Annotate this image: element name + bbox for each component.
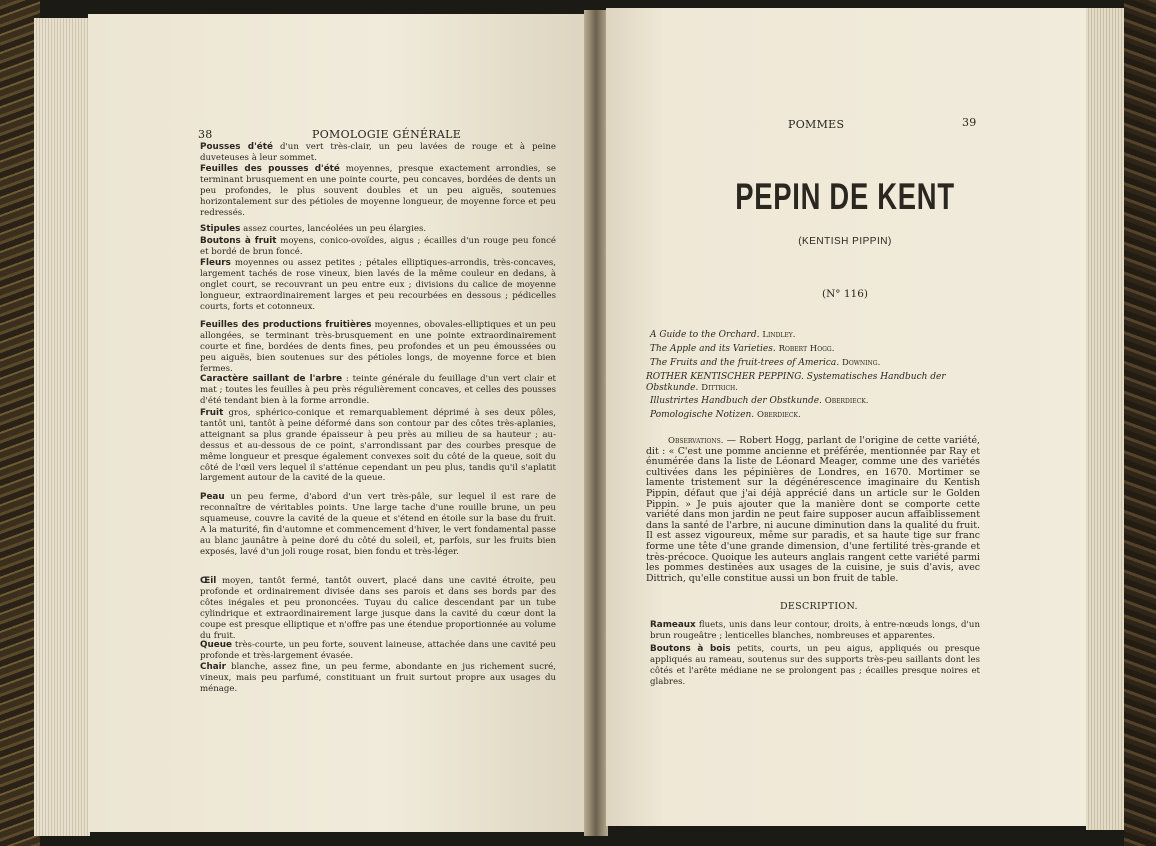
page-edges-right [1086, 8, 1126, 830]
description-heading: DESCRIPTION. [780, 601, 858, 612]
paragraph-oeil: Œil moyen, tantôt fermé, tantôt ouvert, placé dans une cavité étroite, peu profonde et ordinairement divisée dans ses parois et dans ses bords par des côtes inégales et peu prononcées. Tuyau du calice descendant par un tube cylindrique et extraordinairement large jusque dans la cavité du cœur dont la coupe est presque elliptique et n'offre pas une étendue proportionnée au volume du fruit. [200, 576, 556, 641]
paragraph-pousses: Pousses d'été d'un vert très-clair, un peu lavées de rouge et à peine duveteuses à leur sommet. [200, 142, 556, 163]
paragraph-queue: Queue très-courte, un peu forte, souvent laineuse, attachée dans une cavité peu profonde et très-largement évasée. [200, 640, 556, 661]
left-page-number: 38 [198, 128, 213, 141]
reference-item: ROTHER KENTISCHER PEPPING. Systematisches Handbuch der Obstkunde. Dittrich. [646, 372, 946, 393]
reference-item: The Fruits and the fruit-trees of America. Downing. [650, 358, 881, 368]
paragraph-stipules: Stipules assez courtes, lancéolées un peu élargies. [200, 224, 427, 234]
paragraph-feuilles-productions: Feuilles des productions fruitières moyennes, obovales-elliptiques et un peu allongées, se terminant très-brusquement en une pointe extraordinairement courte et fine, bordées de dents fines, peu profondes et un peu émoussées ou peu aiguës, bien soutenues sur des pétioles longs, de moyenne force et bien fermes. [200, 320, 556, 374]
paragraph-peau: Peau un peu ferme, d'abord d'un vert très-pâle, sur lequel il est rare de reconnaître de véritables points. Une large tache d'une rouille brune, un peu squameuse, couvre la cavité de la queue et s'étend en étoile sur la base du fruit. A la maturité, fin d'automne et commencement d'hiver, le vert fondamental passe au blanc jaunâtre à peine doré du côté du soleil, et, parfois, sur les fruits bien exposés, lavé d'un joli rouge rosat, bien fondu et très-léger. [200, 492, 556, 557]
variety-title: PEPIN DE KENT [735, 176, 955, 217]
reference-item: A Guide to the Orchard. Lindley. [650, 330, 796, 340]
variety-subtitle: (KENTISH PIPPIN) [798, 236, 892, 247]
book-cover-right [1124, 0, 1156, 846]
paragraph-boutons-fruit: Boutons à fruit moyens, conico-ovoïdes, aigus ; écailles d'un rouge peu foncé et bordé de brun foncé. [200, 236, 557, 257]
observations-paragraph: Observations. — Robert Hogg, parlant de l'origine de cette variété, dit : « C'est une pomme ancienne et préférée, mentionnée par Ray et énumérée dans la liste de Léonard Meager, comme une des variétés cultivées dans les pépinières de Londres, en 1670. Mortimer se lamente tristement sur la dégénérescence imaginaire du Kentish Pippin, défaut que j'ai déjà apprécié dans un article sur le Golden Pippin. » Je puis ajouter que la manière dont se comporte cette variété dans mon jardin ne peut faire supposer aucun affaiblissement dans la santé de l'arbre, ni aucune diminution dans la qualité du fruit. Il est assez vigoureux, même sur paradis, et sa haute tige sur franc forme une tête d'une grande dimension, d'une fertilité très-grande et très-précoce. Quoique les auteurs anglais rangent cette variété parmi les pommes destinées aux usages de la cuisine, je suis d'avis, avec Dittrich, qu'elle constitue aussi un bon fruit de table. [646, 435, 980, 584]
paragraph-fruit: Fruit gros, sphérico-conique et remarquablement déprimé à ses deux pôles, tantôt uni, tantôt à peine déformé dans son contour par des côtes très-aplanies, atteignant sa plus grande épaisseur à peu près au milieu de sa hauteur ; au-dessus et au-dessous de ce point, s'arrondissant par des courbes presque de même longueur et presque également convexes soit du côté de la queue, soit du côté de l'œil vers lequel il s'atténue cependant un peu plus, tandis qu'il s'aplatit largement autour de la cavité de la queue. [200, 408, 556, 484]
book-gutter [584, 10, 608, 836]
right-running-head: POMMES [788, 118, 845, 131]
variety-number: (N° 116) [821, 288, 868, 300]
paragraph-rameaux: Rameaux fluets, unis dans leur contour, droits, à entre-nœuds longs, d'un brun rougeâtre ; lenticelles blanches, nombreuses et apparentes. [650, 620, 980, 641]
right-page-number: 39 [962, 116, 977, 129]
reference-item: Illustrirtes Handbuch der Obstkunde. Oberdieck. [650, 396, 869, 406]
page-edges-left [34, 18, 90, 836]
paragraph-feuilles-pousses: Feuilles des pousses d'été moyennes, presque exactement arrondies, se terminant brusquement en une pointe courte, peu concaves, bordées de dents un peu profondes, le plus souvent doubles et un peu aiguës, soutenues horizontalement sur des pétioles de moyenne longueur, de moyenne force et peu redressés. [200, 164, 556, 218]
paragraph-chair: Chair blanche, assez fine, un peu ferme, abondante en jus richement sucré, vineux, mais peu parfumé, constituant un fruit surtout propre aux usages du ménage. [200, 662, 556, 694]
reference-item: Pomologische Notizen. Oberdieck. [650, 410, 801, 420]
paragraph-boutons-bois: Boutons à bois petits, courts, un peu aigus, appliqués ou presque appliqués au rameau, soutenus sur des supports très-peu saillants dont les côtés et l'arête médiane ne se prolongent pas ; écailles presque noires et glabres. [650, 644, 980, 687]
reference-item: The Apple and its Varieties. Robert Hogg. [650, 344, 835, 354]
paragraph-caractere: Caractère saillant de l'arbre : teinte générale du feuillage d'un vert clair et mat ; toutes les feuilles à peu près régulièrement concaves, et celles des pousses d'été tendant bien à la forme arrondie. [200, 374, 556, 406]
left-running-head: POMOLOGIE GÉNÉRALE [312, 128, 462, 141]
paragraph-fleurs: Fleurs moyennes ou assez petites ; pétales elliptiques-arrondis, très-concaves, largement tachés de rose vineux, bien lavés de la même couleur en dedans, à onglet court, se recouvrant un peu entre eux ; divisions du calice de moyenne longueur, extraordinairement larges et peu recourbées en dessous ; pédicelles courts, forts et cotonneux. [200, 258, 556, 312]
